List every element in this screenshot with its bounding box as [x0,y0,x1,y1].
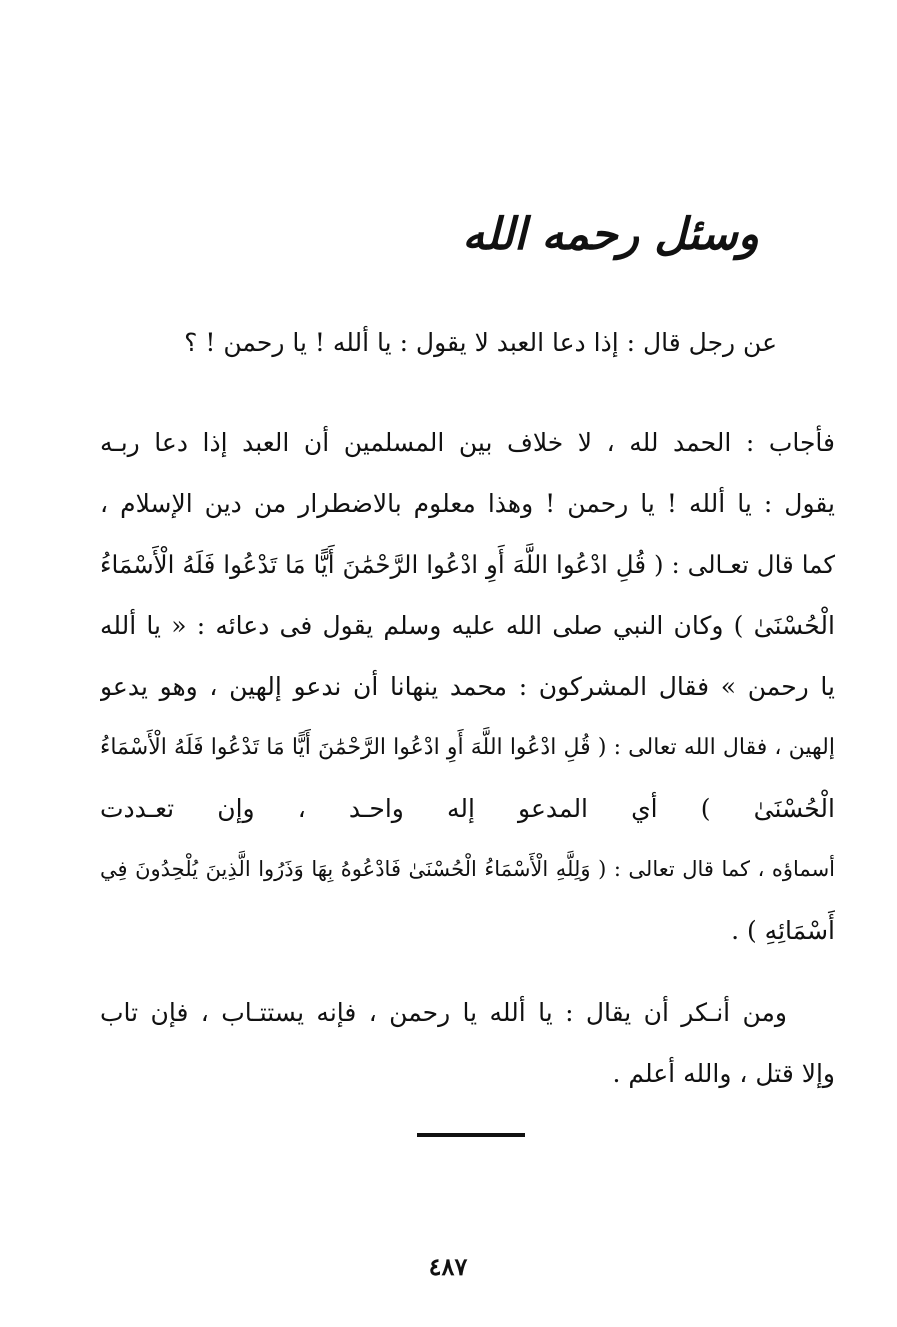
page-number: ٤٨٧ [428,1252,468,1281]
text-line: ومن أنـكر أن يقال : يا ألله يا رحمن ، فإنه يستتـاب ، فإن تاب [100,998,787,1027]
closing-paragraph [100,982,835,1104]
section-title: وسئل رحمه الله [462,209,759,260]
text-line: الْحُسْنَىٰ ) وكان النبي صلى الله عليه وسلم يقول فى دعائه : « يا ألله [100,611,835,640]
text-line: وإلا قتل ، والله أعلم . [612,1059,835,1088]
quran-verse-line: كما قال تعـالى : ( قُلِ ادْعُوا اللَّهَ أَوِ ادْعُوا الرَّحْمَٰنَ أَيًّا مَا تَدْعُوا فَلَهُ الْأَسْمَاءُ [100,550,835,579]
text-line: فأجاب : الحمد لله ، لا خلاف بين المسلمين أن العبد إذا دعا ربـه [100,428,835,457]
quran-verse-line: أسماؤه ، كما قال تعالى : ( وَلِلَّهِ الْأَسْمَاءُ الْحُسْنَىٰ فَادْعُوهُ بِهَا وَذَرُوا الَّذِينَ يُلْحِدُونَ فِي [100,857,835,881]
answer-paragraph [100,412,835,961]
text-line: يقول : يا ألله ! يا رحمن ! وهذا معلوم بالاضطرار من دين الإسلام ، [100,489,835,518]
text-line: يا رحمن » فقال المشركون : محمد ينهانا أن ندعو إلهين ، وهو يدعو [100,672,835,701]
section-divider [417,1133,525,1137]
question-text: عن رجل قال : إذا دعا العبد لا يقول : يا ألله ! يا رحمن ! ؟ [184,328,777,357]
text-line: الْحُسْنَىٰ ) أي المدعو إله واحـد ، وإن تعـددت [100,794,835,823]
quran-verse-line: إلهين ، فقال الله تعالى : ( قُلِ ادْعُوا اللَّهَ أَوِ ادْعُوا الرَّحْمَٰنَ أَيًّا مَا تَدْعُوا فَلَهُ الْأَسْمَاءُ [100,735,835,760]
text-line: أَسْمَائِهِ ) . [731,916,835,945]
